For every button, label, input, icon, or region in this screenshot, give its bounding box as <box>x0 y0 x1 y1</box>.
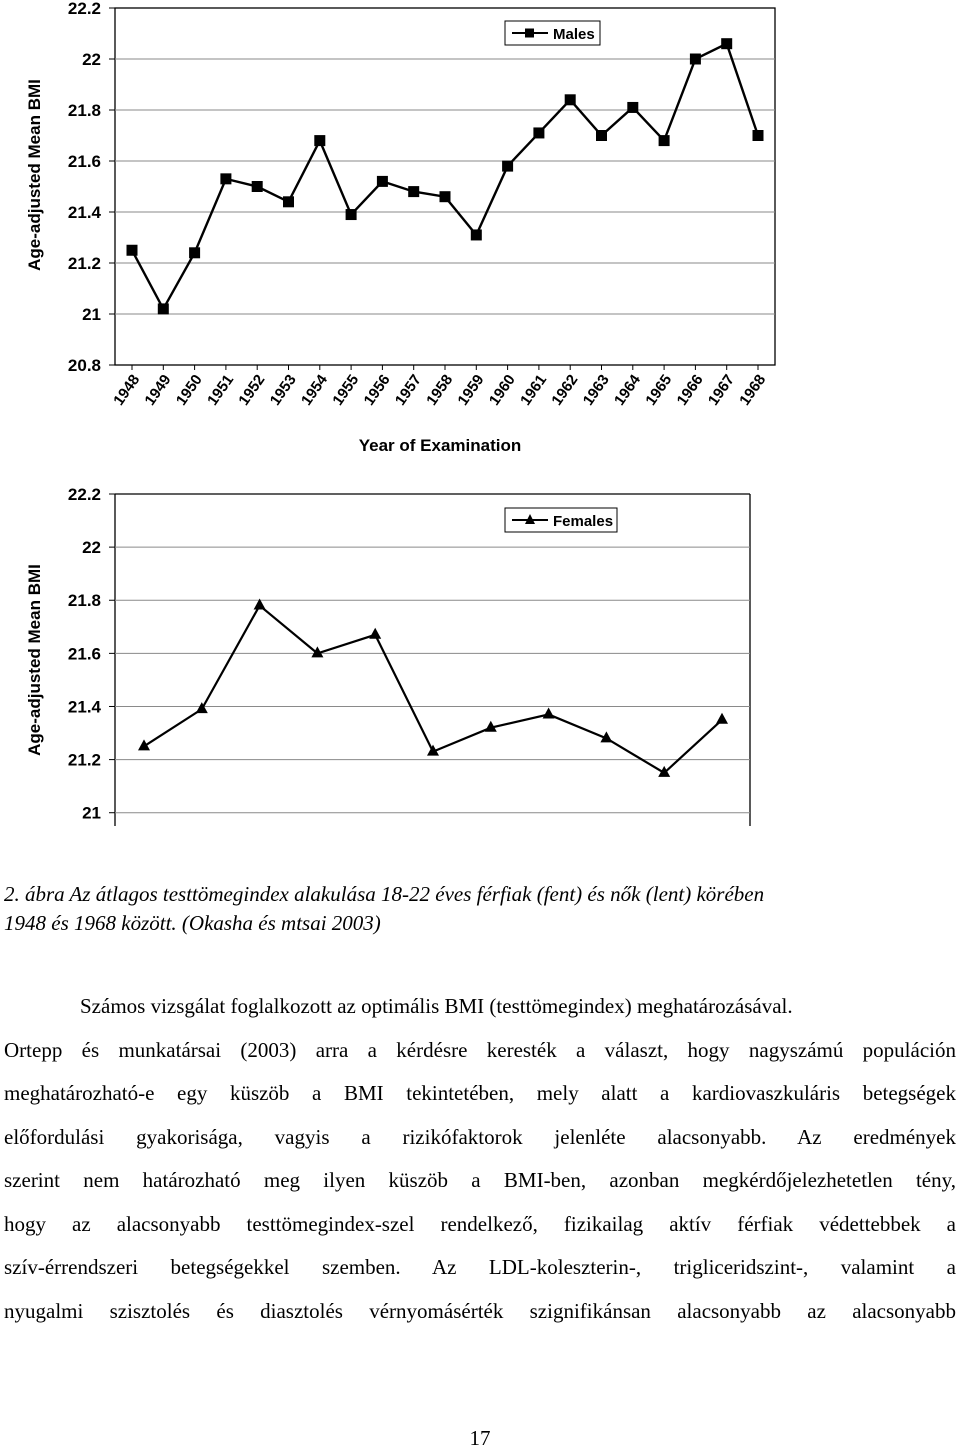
x-tick-label: 1967 <box>704 371 738 409</box>
males-data-point <box>533 127 544 138</box>
y-tick-label: 21 <box>82 305 101 324</box>
males-data-point <box>440 191 451 202</box>
males-data-point <box>627 102 638 113</box>
males-data-point <box>690 54 701 65</box>
y-tick-label: 21.8 <box>67 101 101 120</box>
x-tick-label: 1968 <box>736 371 770 409</box>
males-data-point <box>502 161 513 172</box>
y-tick-label: 22.2 <box>67 0 101 18</box>
body-line-7: szív-érrendszeri betegségekkel szemben. Az LDL-koleszterin-, trigliceridszint-, valamint a <box>4 1255 956 1279</box>
females-data-point <box>543 707 555 718</box>
body-line-8: nyugalmi szisztolés és diasztolés vérnyomásérték szignifikánsan alacsonyabb az alacsonyabb <box>4 1298 956 1323</box>
males-data-point <box>283 196 294 207</box>
y-tick-label: 21.2 <box>67 254 101 273</box>
y-axis-label: Age-adjusted Mean BMI <box>25 564 44 756</box>
males-data-point <box>314 135 325 146</box>
males-data-point <box>565 94 576 105</box>
figure-caption <box>4 880 956 938</box>
males-data-point <box>346 209 357 220</box>
y-tick-label: 21.6 <box>67 152 101 171</box>
x-tick-label: 1963 <box>579 371 613 409</box>
body-line-6: hogy az alacsonyabb testtömegindex-szel rendelkező, fizikailag aktív férfiak védettebbek a <box>4 1211 956 1236</box>
body-line-2: Ortepp és munkatársai (2003) arra a kérdésre keresték a választ, hogy nagyszámú populáción <box>4 1037 956 1062</box>
plot-area <box>115 8 775 365</box>
x-tick-label: 1959 <box>454 371 488 409</box>
males-data-point <box>471 229 482 240</box>
males-data-point <box>220 173 231 184</box>
y-tick-label: 22 <box>82 50 101 69</box>
x-tick-label: 1957 <box>391 371 425 409</box>
y-tick-label: 22 <box>82 538 101 558</box>
y-tick-label: 21.6 <box>67 644 101 664</box>
x-tick-label: 1948 <box>110 371 144 409</box>
x-tick-label: 1949 <box>141 371 175 409</box>
y-tick-label: 21 <box>82 803 101 823</box>
x-tick-label: 1952 <box>235 371 269 409</box>
females-bmi-chart <box>0 470 960 840</box>
y-tick-label: 21.8 <box>67 591 101 611</box>
page-number: 17 <box>469 1426 491 1450</box>
body-paragraph <box>4 985 956 1333</box>
males-data-point <box>721 38 732 49</box>
x-tick-label: 1956 <box>360 371 394 409</box>
males-data-point <box>596 130 607 141</box>
caption-line-1: 2. ábra Az átlagos testtömegindex alakulása 18-22 éves férfiak (fent) és nők (lent) körében <box>4 882 765 906</box>
y-tick-label: 20.8 <box>67 356 101 375</box>
body-line-3: meghatározható-e egy küszöb a BMI tekintetében, mely alatt a kardiovaszkuláris betegségek <box>4 1081 956 1105</box>
x-tick-label: 1953 <box>266 371 300 409</box>
y-tick-label: 22.2 <box>67 485 101 504</box>
y-tick-label: 21.4 <box>67 203 101 222</box>
y-tick-label: 21.4 <box>67 697 101 717</box>
males-data-point <box>659 135 670 146</box>
x-tick-label: 1954 <box>298 371 332 409</box>
caption-line-2: 1948 és 1968 között. (Okasha és mtsai 2003) <box>4 911 381 935</box>
x-tick-label: 1965 <box>642 371 676 409</box>
x-tick-label: 1958 <box>423 371 457 409</box>
x-tick-label: 1960 <box>485 371 519 409</box>
males-data-point <box>252 181 263 192</box>
females-data-point <box>369 628 381 639</box>
x-tick-label: 1955 <box>329 371 363 409</box>
body-line-4: előfordulási gyakorisága, vagyis a rizikófaktorok jelenléte alacsonyabb. Az eredmények <box>4 1124 956 1149</box>
x-tick-label: 1964 <box>611 371 645 409</box>
legend-square-marker <box>525 29 534 38</box>
males-bmi-chart <box>0 0 960 470</box>
x-tick-label: 1966 <box>673 371 707 409</box>
y-axis-label: Age-adjusted Mean BMI <box>25 79 44 271</box>
males-data-point <box>408 186 419 197</box>
males-data-point <box>377 176 388 187</box>
x-tick-label: 1950 <box>172 371 206 409</box>
body-line-5: szerint nem határozható meg ilyen küszöb a BMI-ben, azonban megkérdőjelezhetetlen tény, <box>4 1168 956 1192</box>
males-data-point <box>127 245 138 256</box>
females-data-point <box>716 713 728 724</box>
legend-label-females: Females <box>553 513 614 530</box>
x-tick-label: 1962 <box>548 371 582 409</box>
x-tick-label: 1961 <box>517 371 551 409</box>
males-data-point <box>158 303 169 314</box>
x-axis-label: Year of Examination <box>358 436 522 455</box>
males-data-point <box>753 130 764 141</box>
y-tick-label: 21.2 <box>67 750 101 770</box>
x-tick-label: 1951 <box>204 371 238 409</box>
legend-label-males: Males <box>553 26 595 43</box>
males-data-point <box>189 247 200 258</box>
body-line-1: Számos vizsgálat foglalkozott az optimális BMI (testtömegindex) meghatározásával. <box>80 994 793 1018</box>
